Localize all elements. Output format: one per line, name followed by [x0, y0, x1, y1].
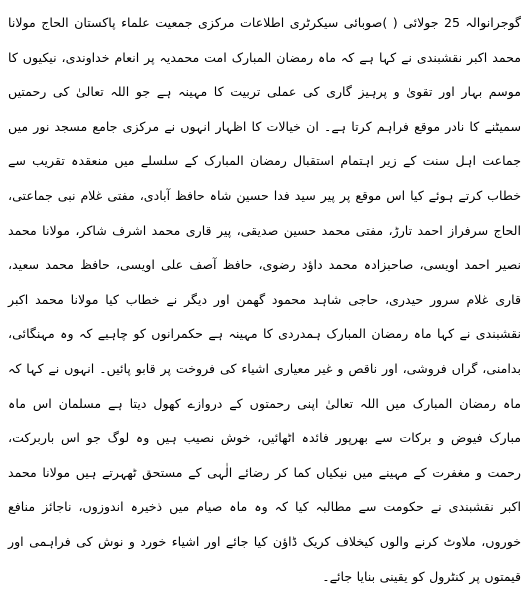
article-body: گوجرانوالہ 25 جولائی ( )صوبائی سیکرٹری اطلاعات مرکزی جمعیت علماء پاکستان الحاج مولانا محمد اکبر نقشبندی نے کہا ہے کہ ماہ رمضان المبارک امت محمدیہ پر انعام خداوندی، نیکیوں کا موسم بہار اور تقویٰ و پرہیز گاری کی عملی تربیت کا مہینہ ہے جو اللہ تعالیٰ کی رحمتیں سمیٹنے کا نادر موقع فراہم کرتا ہے۔ ان خیالات کا اظہار انہوں نے مرکزی جامع مسجد نور میں جماعت اہل سنت کے زیر اہتمام استقبال رمضان المبارک کے سلسلے میں منعقدہ تقریب سے خطاب کرتے ہوئے کیا اس موقع پر پیر سید فدا حسین شاہ حافظ آبادی، مفتی غلام نبی جماعتی، الحاج سرفراز احمد تارڑ، مفتی محمد حسین صدیقی، پیر قاری محمد اشرف شاکر، مولانا محمد نصیر احمد اویسی، صاحبزادہ محمد داؤد رضوی، حافظ آصف علی اویسی، حافظ محمد سعید، قاری غلام سرور حیدری، حاجی شاہد محمود گھمن اور دیگر نے خطاب کیا مولانا محمد اکبر نقشبندی نے کہا ماہ رمضان المبارک ہمدردی کا مہینہ ہے حکمرانوں کو چاہیے کہ وہ مہنگائی، بدامنی، گراں فروشی، اور ناقص و غیر معیاری اشیاء کی فروخت پر قابو پائیں۔ انہوں نے کہا کہ ماہ رمضان المبارک میں اللہ تعالیٰ اپنی رحمتوں کے دروازے کھول دیتا ہے مسلمان اس ماہ مبارک فیوض و برکات سے بھرپور فائدہ اٹھائیں، خوش نصیب ہیں وہ لوگ جو اس باربرکت، رحمت و مغفرت کے مہینے میں نیکیاں کما کر رضائے الٰہی کے مستحق ٹھہرتے ہیں مولانا محمد اکبر نقشبندی نے حکومت سے مطالبہ کیا کہ وہ ماہ صیام میں ذخیرہ اندوزوں، ناجائز منافع خوروں، ملاوٹ کرنے والوں کیخلاف کریک ڈاؤن کیا جائے اور اشیاء خورد و نوش کی فراہمی اور قیمتوں پر کنٹرول کو یقینی بنایا جائے۔ [8, 15, 521, 584]
